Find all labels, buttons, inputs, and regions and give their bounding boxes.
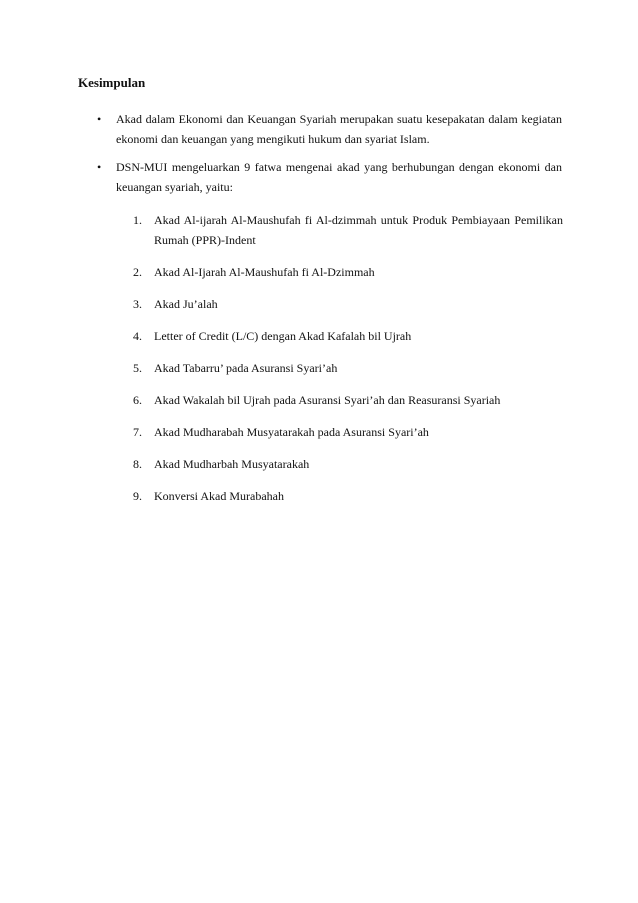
bullet-paragraph xyxy=(116,109,562,149)
list-item-text: Akad Wakalah bil Ujrah pada Asuransi Syari’ah dan Reasuransi Syariah xyxy=(154,393,501,407)
list-item xyxy=(133,210,563,250)
bullet-line: ekonomi dan keuangan yang mengikuti hukum dan syariat Islam. xyxy=(116,132,430,146)
list-item xyxy=(133,262,563,282)
list-number: 4. xyxy=(133,329,142,343)
list-number: 7. xyxy=(133,425,142,439)
bullet-line: DSN-MUI mengeluarkan 9 fatwa mengenai akad yang berhubungan dengan ekonomi dan xyxy=(116,160,562,174)
list-number: 2. xyxy=(133,265,142,279)
list-item-text: Akad Mudharabah Musyatarakah pada Asuransi Syari’ah xyxy=(154,425,429,439)
list-item xyxy=(133,294,563,314)
section-heading: Kesimpulan xyxy=(78,75,146,90)
bullet-icon: • xyxy=(97,112,102,126)
bullet-line: keuangan syariah, yaitu: xyxy=(116,180,233,194)
bullet-icon: • xyxy=(97,160,102,174)
list-item-text: Akad Tabarru’ pada Asuransi Syari’ah xyxy=(154,361,338,375)
list-number: 9. xyxy=(133,489,142,503)
fatwa-list xyxy=(133,210,563,518)
list-item-line: Rumah (PPR)-Indent xyxy=(154,233,256,247)
list-number: 5. xyxy=(133,361,142,375)
list-number: 8. xyxy=(133,457,142,471)
list-item xyxy=(133,326,563,346)
list-item-line: Akad Al-ijarah Al-Maushufah fi Al-dzimmah untuk Produk Pembiayaan Pemilikan xyxy=(154,213,563,227)
bullet-paragraph xyxy=(116,157,562,197)
list-item-text xyxy=(154,210,563,250)
list-item xyxy=(133,454,563,474)
list-item-text: Akad Al-Ijarah Al-Maushufah fi Al-Dzimmah xyxy=(154,265,375,279)
list-item-text: Akad Ju’alah xyxy=(154,297,218,311)
list-number: 6. xyxy=(133,393,142,407)
list-item xyxy=(133,358,563,378)
list-item-text: Akad Mudharbah Musyatarakah xyxy=(154,457,310,471)
list-item-text: Letter of Credit (L/C) dengan Akad Kafalah bil Ujrah xyxy=(154,329,412,343)
list-number: 3. xyxy=(133,297,142,311)
list-number: 1. xyxy=(133,213,142,227)
list-item-text: Konversi Akad Murabahah xyxy=(154,489,284,503)
list-item xyxy=(133,422,563,442)
bullet-line: Akad dalam Ekonomi dan Keuangan Syariah merupakan suatu kesepakatan dalam kegiatan xyxy=(116,112,562,126)
list-item xyxy=(133,390,563,410)
list-item xyxy=(133,486,563,506)
